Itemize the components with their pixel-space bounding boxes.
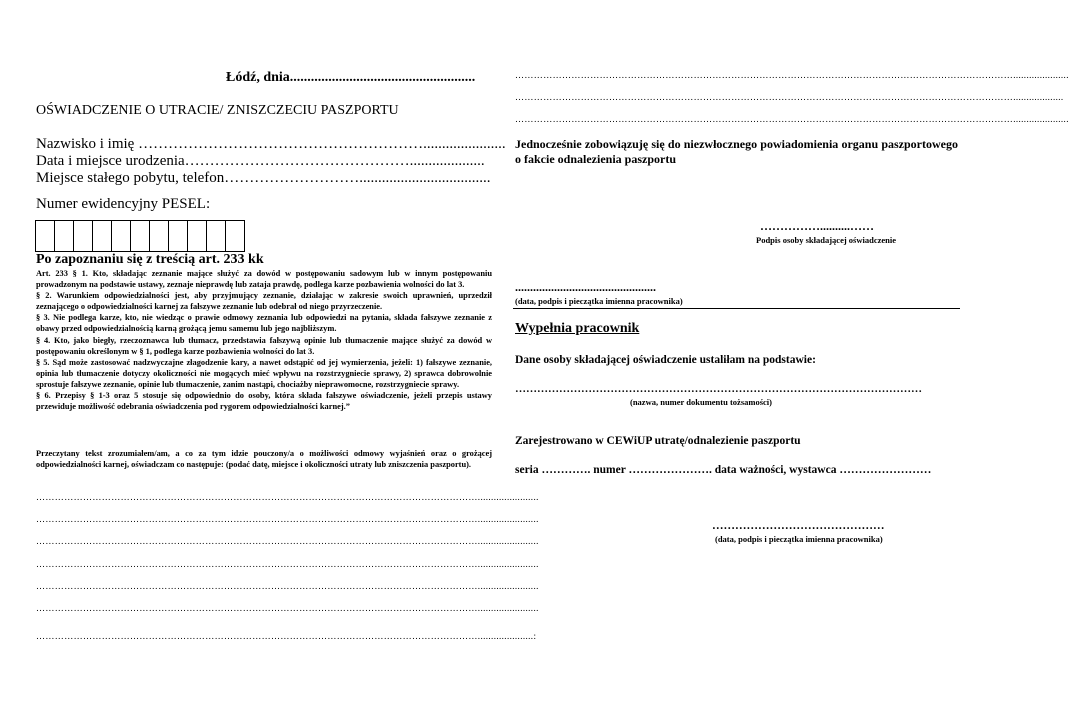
answer-line[interactable]: ……………………………………………………………………………………………………………………………....................... [36, 514, 539, 524]
answer-line[interactable]: …………………………………………………………………………………………………………………………….....................: [36, 631, 537, 641]
identity-document-line[interactable]: ………………………………………………………………………………………………… [515, 383, 922, 395]
official-signature-line[interactable]: ............................................... [515, 280, 656, 294]
birth-field[interactable]: Data i miejsce urodzenia……………………………………….................... [36, 153, 485, 169]
art-paragraph: § 6. Przepisy § 1-3 oraz 5 stosuje się odpowiednio do osoby, która składa fałszywe oświadczenie, jeżeli przepis ustawy przewiduje możliwość odebrania oświadczenia pod rygorem odpowiedzialności karnej.” [36, 391, 492, 412]
employee-signature-caption: (data, podpis i pieczątka imienna pracownika) [715, 534, 883, 544]
identity-caption: (nazwa, numer dokumentu tożsamości) [630, 397, 772, 407]
answer-line[interactable]: ……………………………………………………………………………………………………………………………....................... [36, 492, 539, 502]
pesel-digit-box[interactable] [206, 220, 226, 252]
pesel-digit-box[interactable] [225, 220, 245, 252]
pesel-digit-box[interactable] [35, 220, 55, 252]
registered-label: Zarejestrowano w CEWiUP utratę/odnalezienie paszportu [515, 435, 801, 447]
identity-label: Dane osoby składającej oświadczenie ustaliłam na podstawie: [515, 354, 816, 366]
art-paragraph: § 2. Warunkiem odpowiedzialności jest, aby przyjmujący zeznanie, działając w zakresie swoich uprawnień, uprzedził zeznającego o odpowiedzialności karnej za fałszywe zeznanie lub odebrał od niego przyrzeczenie. [36, 291, 492, 312]
official-caption: (data, podpis i pieczątka imienna pracownika) [515, 296, 683, 306]
obligation-text: Jednocześnie zobowiązuję się do niezwłocznego powiadomienia organu paszportowego o fakcie odnalezienia paszportu [515, 137, 958, 166]
art-paragraph: § 5. Sąd może zastosować nadzwyczajne złagodzenie kary, a nawet odstąpić od jej wymierzenia, jeżeli: 1) fałszywe zeznanie, opinia lub tłumaczenie dotyczy okoliczności nie mogących mieć wpływu na rozstrzygniecie sprawy, 2) sprawca dobrowolnie sprostuje fałszywe zeznanie, opinie lub tłumaczenie, zanim nastąpi, chociażby nieprawomocne, rozstrzygniecie sprawy. [36, 357, 492, 389]
answer-line[interactable]: ……………………………………………………………………………………………………………………………....................... [36, 603, 539, 613]
art-233-text [36, 268, 492, 412]
signature-caption: Podpis osoby składającej oświadczenie [756, 235, 897, 245]
residence-field[interactable]: Miejsce stałego pobytu, telefon………………………................................... [36, 170, 491, 186]
name-field[interactable]: Nazwisko i imię …………………………………………………...................... [36, 136, 506, 152]
answer-line[interactable]: ……………………………………………………………………………………………………………………………....................... [36, 559, 539, 569]
pesel-label: Numer ewidencyjny PESEL: [36, 196, 211, 212]
art-paragraph: § 4. Kto, jako biegły, rzeczoznawca lub tłumacz, przedstawia fałszywą opinie lub tłumaczenie mające służyć za dowód w postępowaniu określonym w § 1, podlega karze pozbawienia wolności do lat 3. [36, 335, 492, 356]
art-paragraph: § 3. Nie podlega karze, kto, nie wiedząc o prawie odmowy zeznania lub odpowiedzi na pytania, składa fałszywe zeznanie z obawy przed odpowiedzialnością karną grożącą jemu samemu lub jego najbliższym. [36, 313, 492, 334]
pesel-boxes[interactable] [35, 220, 245, 252]
form-title: OŚWIADCZENIE O UTRACIE/ ZNISZCZECIU PASZPORTU [36, 103, 399, 118]
art-heading: Po zapoznaniu się z treścią art. 233 kk [36, 252, 264, 267]
signature-line[interactable]: ……………..........…… [760, 219, 874, 233]
art-paragraph: Art. 233 § 1. Kto, składając zeznanie mające służyć za dowód w postępowaniu sadowym lub w innym postępowaniu prowadzonym na podstawie ustawy, zeznaje nieprawdę lub zataja prawdę, podlega karze pozbawienia wolności do lat 3. [36, 269, 492, 290]
answer-line[interactable]: ……………………………………………………………………………………………………………………………....................... [36, 581, 539, 591]
pesel-digit-box[interactable] [168, 220, 188, 252]
circumstances-line[interactable]: ……………………………………………………………………………………………………………………………………………..................... [515, 70, 1069, 80]
circumstances-line[interactable]: ……………………………………………………………………………………………………………………………………………................... [515, 92, 1064, 102]
place-date-line[interactable]: Łódź, dnia..................................................... [226, 70, 476, 85]
pesel-digit-box[interactable] [54, 220, 74, 252]
circumstances-line[interactable]: ……………………………………………………………………………………………………………………………………………..................... [515, 114, 1069, 124]
pesel-digit-box[interactable] [92, 220, 112, 252]
section-divider [513, 308, 960, 309]
pesel-digit-box[interactable] [130, 220, 150, 252]
pesel-digit-box[interactable] [73, 220, 93, 252]
pesel-digit-box[interactable] [111, 220, 131, 252]
pesel-digit-box[interactable] [187, 220, 207, 252]
series-number-line[interactable]: seria …………. numer …………………. data ważności, wystawca …………………… [515, 464, 932, 476]
pesel-digit-box[interactable] [149, 220, 169, 252]
statement-text: Przeczytany tekst zrozumiałem/am, a co za tym idzie pouczony/a o możliwości odmowy wyjaśnień oraz o grożącej odpowiedzialności karnej, oświadczam co następuje: (podać datę, miejsce i okoliczności utraty lub zniszczenia paszportu). [36, 449, 492, 470]
employee-signature-line[interactable]: ……………………………………… [712, 520, 885, 532]
employee-section-heading: Wypełnia pracownik [515, 321, 640, 336]
answer-line[interactable]: ……………………………………………………………………………………………………………………………....................... [36, 536, 539, 546]
